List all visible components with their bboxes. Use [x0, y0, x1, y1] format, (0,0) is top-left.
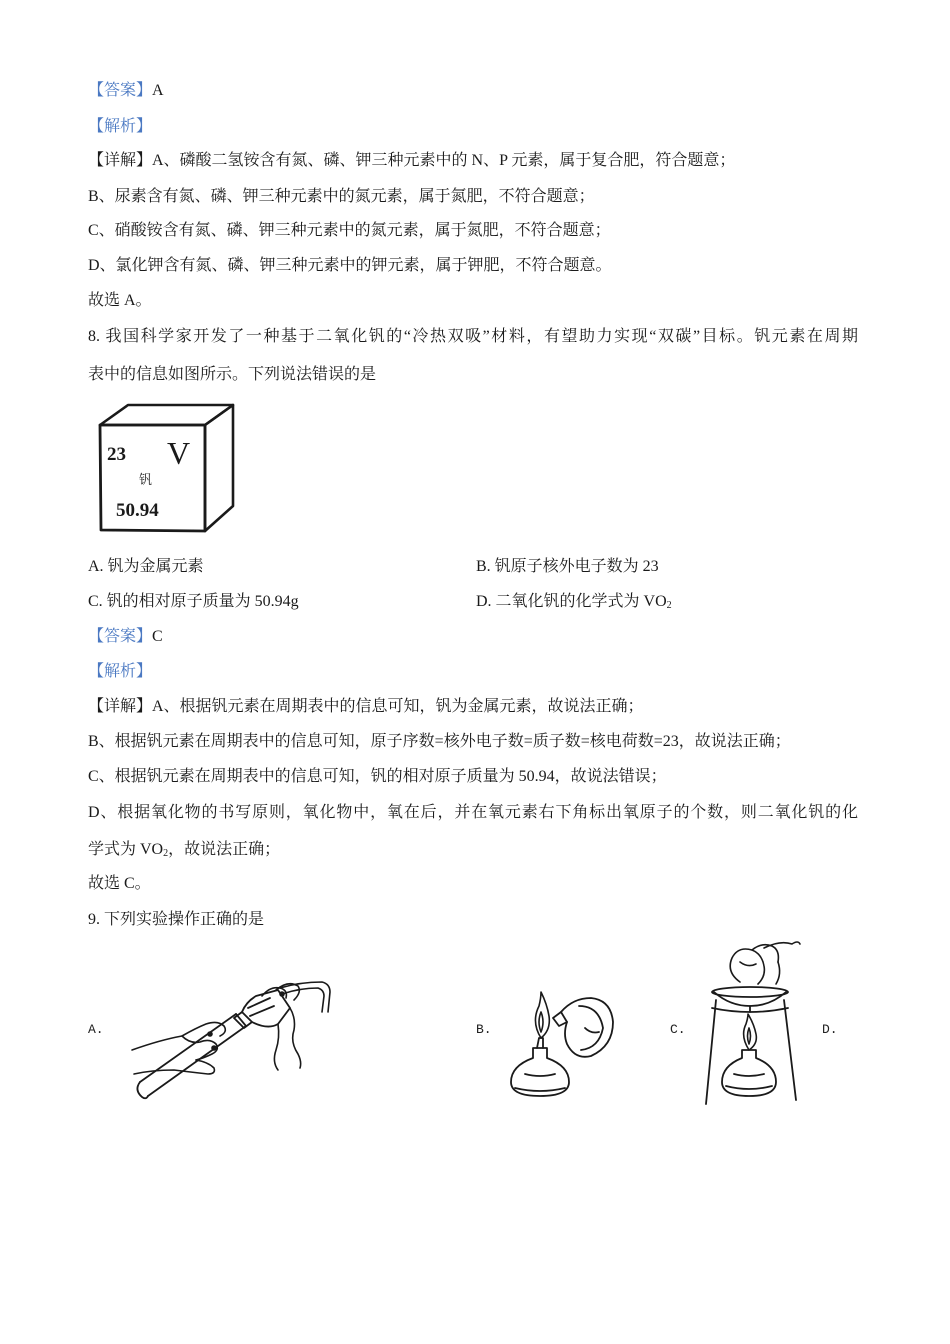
- left-hand-icon: [132, 1022, 225, 1074]
- q8-detail-d-before: 学式为 VO: [88, 841, 164, 858]
- q7-detail-b: B、尿素含有氮、磷、钾三种元素中的氮元素，属于氮肥，不符合题意；: [88, 188, 595, 205]
- card-atomic-number: 23: [107, 444, 126, 465]
- q9-stem: 9. 下列实验操作正确的是: [88, 911, 265, 928]
- lower-alcohol-lamp: [511, 1038, 569, 1096]
- q8-option-a: A. 钒为金属元素: [88, 558, 204, 575]
- card-atomic-mass: 50.94: [116, 500, 159, 521]
- q8-detail-c: C、根据钒元素在周期表中的信息可知，钒的相对原子质量为 50.94，故说法错误；: [88, 768, 667, 785]
- q7-detail-d: D、氯化钾含有氮、磷、钾三种元素中的钾元素，属于钾肥，不符合题意。: [88, 257, 612, 274]
- upper-tilted-alcohol-lamp: [553, 998, 613, 1057]
- q7-analysis-label: 【解析】: [88, 118, 153, 135]
- q9-figure-label-b: B.: [476, 1022, 492, 1037]
- q8-answer-line: [88, 626, 163, 648]
- figure-a-pouring-liquid: [130, 978, 335, 1106]
- hand-icon: [730, 942, 800, 984]
- q8-detail-d-after: ，故说法正确；: [168, 841, 281, 858]
- q8-detail-d-subscript: 2: [163, 848, 169, 859]
- lamp-flame-icon: [744, 1014, 757, 1050]
- q8-conclusion: 故选 C。: [88, 875, 151, 892]
- q7-answer-value: A: [152, 82, 164, 99]
- q8-stem-line-1: 8. 我国科学家开发了一种基于二氧化钒的“冷热双吸”材料，有望助力实现“双碳”目标。钒元素在周期: [88, 328, 858, 345]
- q8-stem-line-2: 表中的信息如图所示。下列说法错误的是: [88, 366, 377, 383]
- evaporating-dish: [712, 987, 788, 1006]
- q8-option-b: B. 钒原子核外电子数为 23: [476, 558, 659, 575]
- q9-figure-label-d: D.: [822, 1022, 838, 1037]
- card-element-name: 钒: [139, 473, 153, 488]
- q8-detail-a: 【详解】A、根据钒元素在周期表中的信息可知，钒为金属元素，故说法正确；: [88, 698, 644, 715]
- test-tube: [137, 1014, 246, 1098]
- q8-detail-d-line-1: D、根据氧化物的书写原则，氧化物中，氧在后，并在氧元素右下角标出氧原子的个数，则二氧化钒的化: [88, 804, 858, 821]
- q9-figure-label-a: A.: [88, 1022, 104, 1037]
- q7-answer-line: [88, 80, 164, 102]
- q8-detail-d-line-2: [88, 839, 280, 861]
- vanadium-element-card: [95, 400, 240, 536]
- card-right-face: [205, 405, 233, 531]
- q7-detail-c: C、硝酸铵含有氮、磷、钾三种元素中的氮元素，属于氮肥，不符合题意；: [88, 222, 611, 239]
- bent-glass-tube: [280, 982, 330, 1012]
- q8-option-c: C. 钒的相对原子质量为 50.94g: [88, 593, 299, 610]
- q7-conclusion: 故选 A。: [88, 292, 152, 309]
- q8-option-d-text: D. 二氧化钒的化学式为 VO: [476, 593, 667, 610]
- lower-lamp-flame-icon: [535, 992, 549, 1038]
- card-top-face: [100, 405, 233, 425]
- q7-answer-label: 【答案】: [88, 82, 153, 99]
- q8-answer-label: 【答案】: [88, 628, 153, 645]
- q8-option-d: [476, 591, 672, 613]
- figure-b-lighting-lamp: [495, 988, 620, 1103]
- q8-option-d-subscript: 2: [666, 600, 672, 611]
- q8-analysis-label: 【解析】: [88, 663, 153, 680]
- alcohol-lamp: [722, 1050, 776, 1096]
- figure-c-tripod-heating: [700, 936, 810, 1108]
- q8-detail-b: B、根据钒元素在周期表中的信息可知，原子序数=核外电子数=质子数=核电荷数=23，故说法正确；: [88, 733, 791, 750]
- q9-figure-label-c: C.: [670, 1022, 686, 1037]
- q7-detail-a: 【详解】A、磷酸二氢铵含有氮、磷、钾三种元素中的 N、P 元素，属于复合肥，符合题意；: [88, 152, 736, 169]
- q8-answer-value: C: [152, 628, 163, 645]
- card-symbol: V: [167, 435, 191, 471]
